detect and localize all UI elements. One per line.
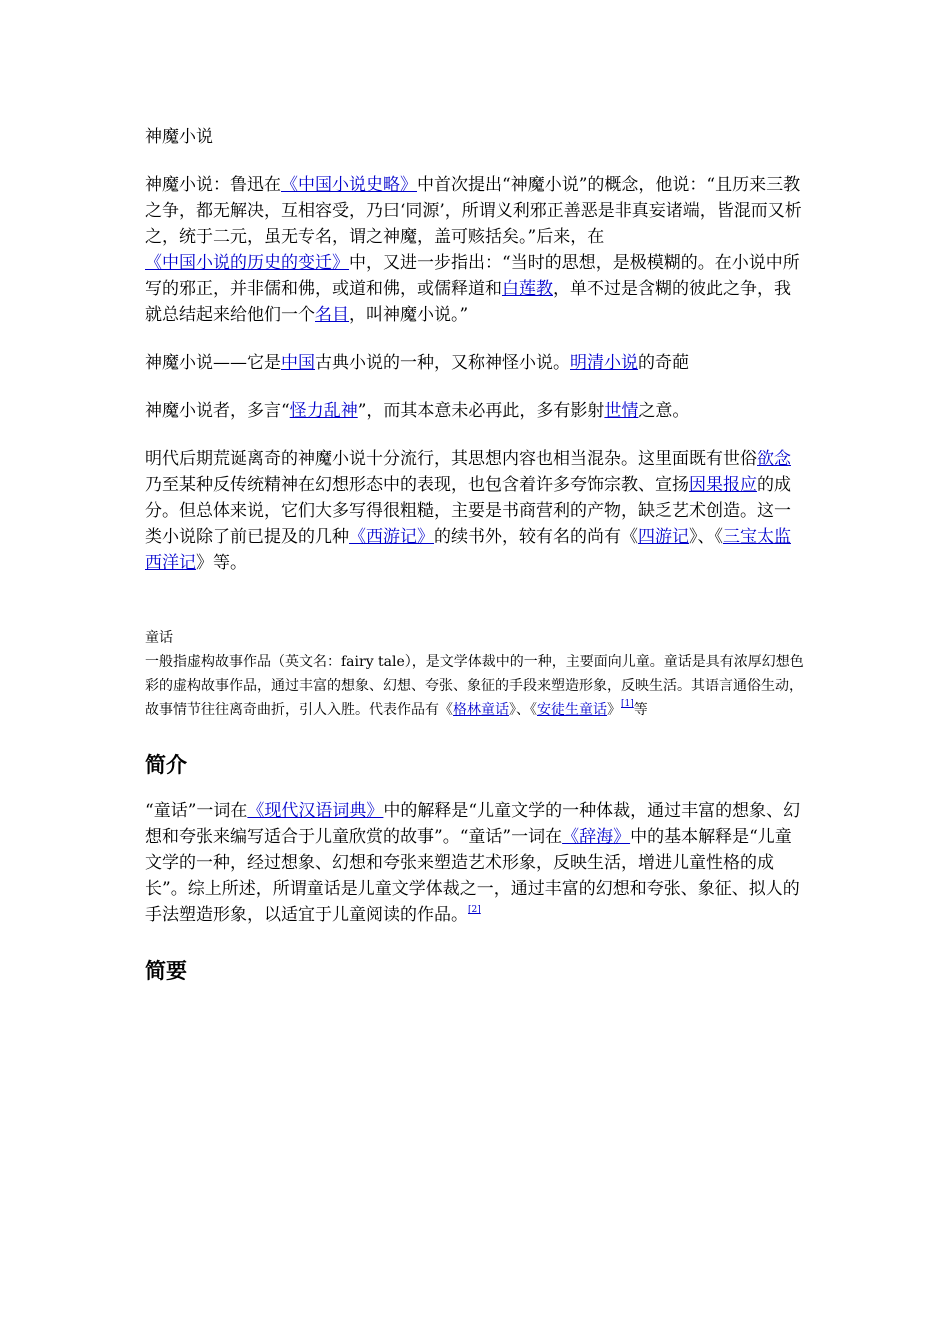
heading-summary: 简要 bbox=[145, 958, 187, 983]
heading-intro: 简介 bbox=[145, 752, 187, 777]
inline-link[interactable]: 《现代汉语词典》 bbox=[247, 801, 384, 821]
citation-link[interactable]: [2] bbox=[468, 905, 481, 915]
text-run: 的奇葩 bbox=[638, 353, 689, 373]
text-run: 神魔小说者，多言“ bbox=[145, 401, 290, 421]
citation-link[interactable]: [1] bbox=[621, 699, 634, 709]
paragraph-definition bbox=[145, 350, 807, 376]
paragraph-fairy-tale bbox=[145, 650, 807, 722]
inline-link[interactable]: 《西游记》 bbox=[349, 527, 434, 547]
text-run: 》 bbox=[607, 702, 621, 718]
doc-title: 神魔小说 bbox=[145, 127, 213, 147]
inline-link[interactable]: 欲念 bbox=[757, 449, 791, 469]
inline-link[interactable]: 四游记 bbox=[638, 527, 689, 547]
inline-link[interactable]: 格林童话 bbox=[453, 702, 509, 718]
inline-link[interactable]: 世情 bbox=[604, 401, 639, 421]
paragraph-ming-dynasty bbox=[145, 446, 807, 576]
text-run: 乃至某种反传统精神在幻想形态中的表现，也包含着许多夸饰宗教、宣扬 bbox=[145, 475, 689, 495]
text-run: 中的解释是“儿童文学的一种体裁，通过丰富的想象、幻想和夸张来编写适合于儿童欣赏的故事”。“童话”一词在 bbox=[145, 801, 801, 847]
document-body bbox=[145, 124, 807, 986]
paragraph-intro bbox=[145, 798, 807, 928]
inline-link[interactable]: 明清小说 bbox=[570, 353, 638, 373]
inline-link[interactable]: 白莲教 bbox=[502, 279, 553, 299]
text-run: 一般指虚构故事作品（英文名：fairy tale），是文学体裁中的一种，主要面向儿童。童话是具有浓厚幻想色彩的虚构故事作品，通过丰富的想象、幻想、夸张、象征的手段来塑造形象，反映生活。其语言通俗生动，故事情节往往离奇曲折，引人入胜。代表作品有《 bbox=[145, 654, 804, 718]
text-run: “童话”一词在 bbox=[145, 801, 248, 821]
text-run: 的成分。但总体来说，它们大多写得很粗糙，主要是书商营利的产物，缺乏艺术创造。这一类小说除了前已提及的几种 bbox=[145, 475, 791, 547]
text-run: 神魔小说：鲁迅在 bbox=[145, 175, 281, 195]
text-run: ，叫神魔小说。” bbox=[349, 305, 469, 325]
text-run: 中，又进一步指出：“当时的思想，是极模糊的。在小说中所写的邪正，并非儒和佛，或道和佛，或儒释道和 bbox=[145, 253, 800, 299]
text-run: 之意。 bbox=[638, 401, 690, 421]
inline-link[interactable]: 三宝太监西洋记 bbox=[145, 527, 791, 573]
inline-link[interactable]: 安徒生童话 bbox=[537, 702, 607, 718]
paragraph-origin bbox=[145, 172, 807, 328]
inline-link[interactable]: 因果报应 bbox=[689, 475, 757, 495]
citation-sup bbox=[621, 699, 634, 709]
inline-link[interactable]: 《中国小说史略》 bbox=[281, 175, 417, 195]
inline-link[interactable]: 怪力乱神 bbox=[289, 401, 358, 421]
inline-link[interactable]: 名目 bbox=[315, 305, 349, 325]
text-run: 神魔小说——它是 bbox=[145, 353, 281, 373]
text-run: 明代后期荒诞离奇的神魔小说十分流行，其思想内容也相当混杂。这里面既有世俗 bbox=[145, 449, 757, 469]
text-run: 中的基本解释是“儿童文学的一种，经过想象、幻想和夸张来塑造艺术形象，反映生活，增进儿童性格的成长”。综上所述，所谓童话是儿童文学体裁之一，通过丰富的幻想和夸张、象征、拟人的手法塑造形象，以适宜于儿童阅读的作品。 bbox=[145, 827, 800, 925]
text-run: 等 bbox=[633, 702, 648, 718]
inline-link[interactable]: 《辞海》 bbox=[562, 827, 631, 847]
text-run: 》、《 bbox=[689, 527, 723, 547]
fairy-tale-title: 童话 bbox=[145, 630, 173, 646]
text-run: ，单不过是含糊的彼此之争，我就总结起来给他们一个 bbox=[145, 279, 791, 325]
text-run: 中首次提出“神魔小说”的概念，他说：“且历来三教之争，都无解决，互相容受，乃曰‘同源’，所谓义利邪正善恶是非真妄诸端，皆混而又析之，统于二元，虽无专名，谓之神魔，盖可赅括矣。”后来，在 bbox=[145, 175, 802, 247]
text-run: 》等。 bbox=[196, 553, 247, 573]
inline-link[interactable]: 《中国小说的历史的变迁》 bbox=[145, 253, 349, 273]
text-run: 古典小说的一种，又称神怪小说。 bbox=[315, 353, 570, 373]
paragraph-theme bbox=[145, 398, 807, 424]
citation-sup bbox=[468, 905, 481, 915]
text-run: 的续书外，较有名的尚有《 bbox=[434, 527, 638, 547]
text-run: ”，而其本意未必再此，多有影射 bbox=[357, 401, 605, 421]
text-run: 》、《 bbox=[509, 702, 537, 718]
inline-link[interactable]: 中国 bbox=[281, 353, 315, 373]
